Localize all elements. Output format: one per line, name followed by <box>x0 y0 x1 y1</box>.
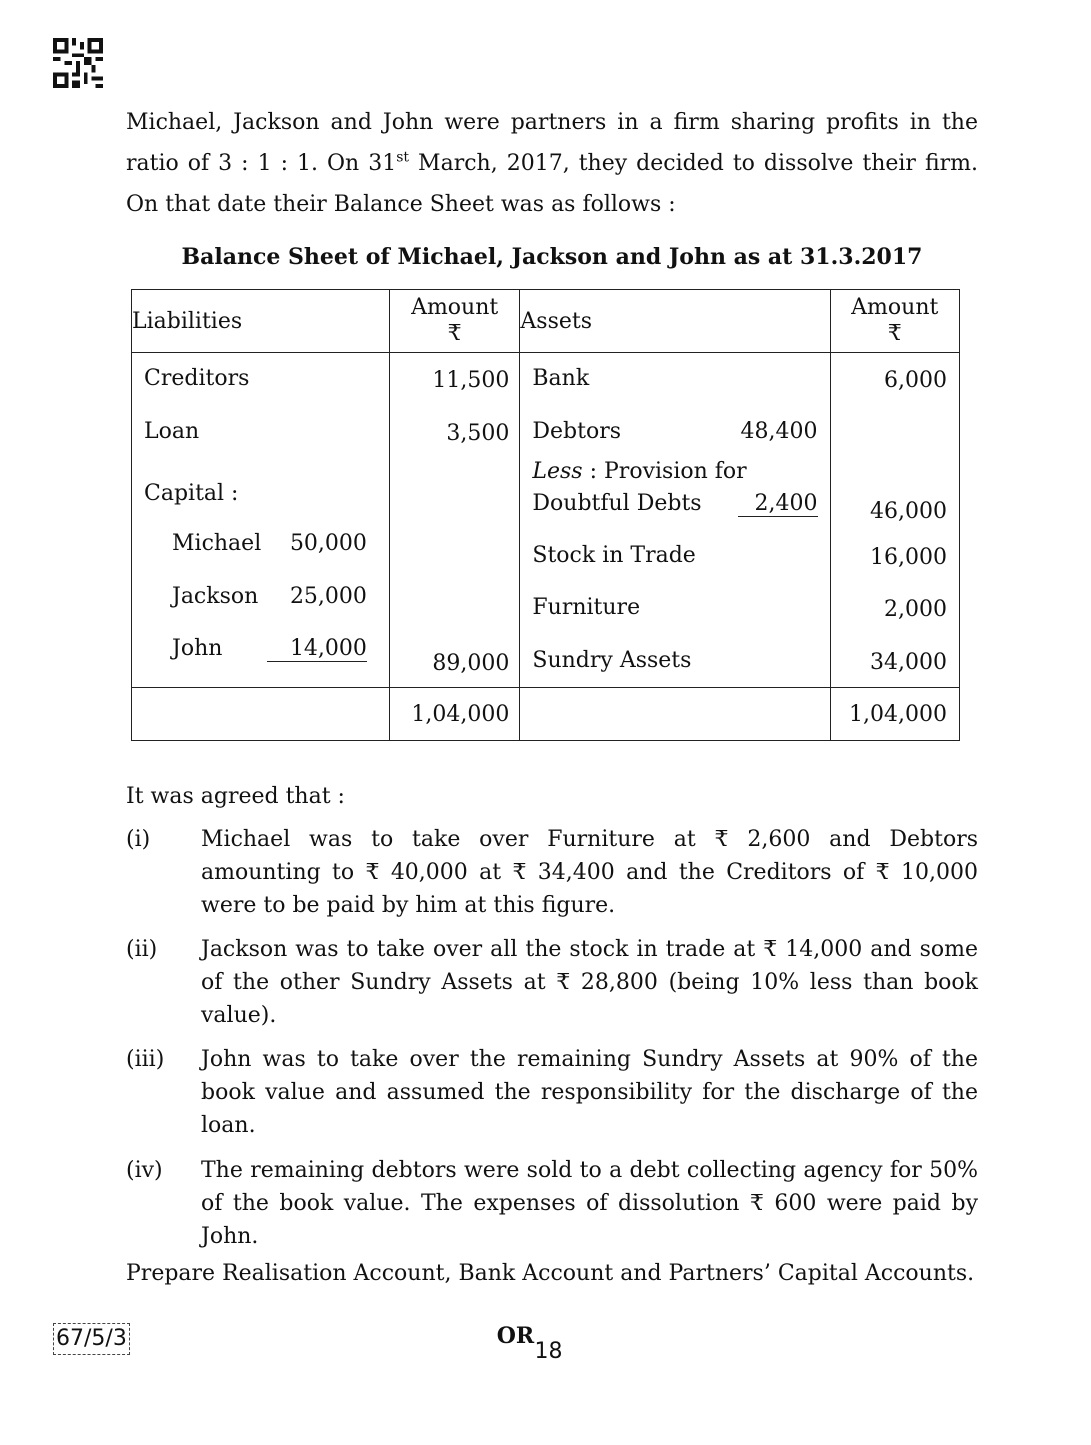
liabilities-total-cell <box>389 688 519 741</box>
assets-amount-cell <box>830 353 960 688</box>
assets-cell <box>520 353 830 688</box>
assets-total-cell <box>830 688 960 741</box>
debtors-label: Debtors <box>532 419 622 444</box>
bank-label: Bank <box>532 366 590 391</box>
agreed-intro: It was agreed that : <box>126 784 345 809</box>
balance-sheet-title: Balance Sheet of Michael, Jackson and John as at 31.3.2017 <box>181 244 923 270</box>
assets-header: Assets <box>520 290 830 353</box>
sundry-assets-label: Sundry Assets <box>532 648 692 673</box>
intro-paragraph: Michael, Jackson and John were partners in a firm sharing profits in the ratio of 3 : 1 : 1. On 31st March, 2017, they decided to dissolve their firm. On that date their Balance Sheet was as follows : <box>126 110 978 217</box>
table-body-row <box>132 353 960 688</box>
or-separator: OR <box>496 1323 535 1349</box>
capital-label: Capital : <box>144 481 239 506</box>
partner-capital: 14,000 <box>267 636 367 662</box>
loan-amount: 3,500 <box>446 421 510 446</box>
provision-label-2: Doubtful Debts <box>532 491 702 516</box>
paper-code: 67/5/3 <box>53 1323 130 1355</box>
liabilities-header: Liabilities <box>132 290 390 353</box>
net-debtors-amount: 46,000 <box>870 499 947 524</box>
partner-capital: 50,000 <box>289 531 367 556</box>
table-total-row <box>132 688 960 741</box>
furniture-label: Furniture <box>532 595 641 620</box>
bank-amount: 6,000 <box>884 368 947 393</box>
stock-amount: 16,000 <box>870 545 947 570</box>
liabilities-cell <box>132 353 390 688</box>
loan-label: Loan <box>144 419 200 444</box>
capital-total: 89,000 <box>432 651 510 676</box>
partner-name: Michael <box>172 531 262 556</box>
creditors-label: Creditors <box>144 366 250 391</box>
provision-amount: 2,400 <box>738 491 818 517</box>
provision-label: Less : Provision for <box>532 459 747 484</box>
instruction: Prepare Realisation Account, Bank Account and Partners’ Capital Accounts. <box>126 1261 975 1286</box>
partner-name: Jackson <box>172 584 259 609</box>
sundry-assets-amount: 34,000 <box>870 650 947 675</box>
debtors-amount: 48,400 <box>740 419 818 444</box>
qr-code-icon <box>52 38 104 88</box>
amount-header: Amount ₹ <box>389 290 519 353</box>
balance-sheet-table <box>131 289 960 741</box>
partner-capital: 25,000 <box>289 584 367 609</box>
amount-header: Amount ₹ <box>830 290 960 353</box>
liabilities-amount-cell <box>389 353 519 688</box>
partner-name: John <box>172 636 223 661</box>
furniture-amount: 2,000 <box>884 597 947 622</box>
assets-total: 1,04,000 <box>849 701 947 727</box>
creditors-amount: 11,500 <box>432 368 510 393</box>
page-number: 18 <box>534 1339 563 1364</box>
stock-label: Stock in Trade <box>532 543 696 568</box>
liabilities-total: 1,04,000 <box>411 701 510 727</box>
table-header-row <box>132 290 960 353</box>
